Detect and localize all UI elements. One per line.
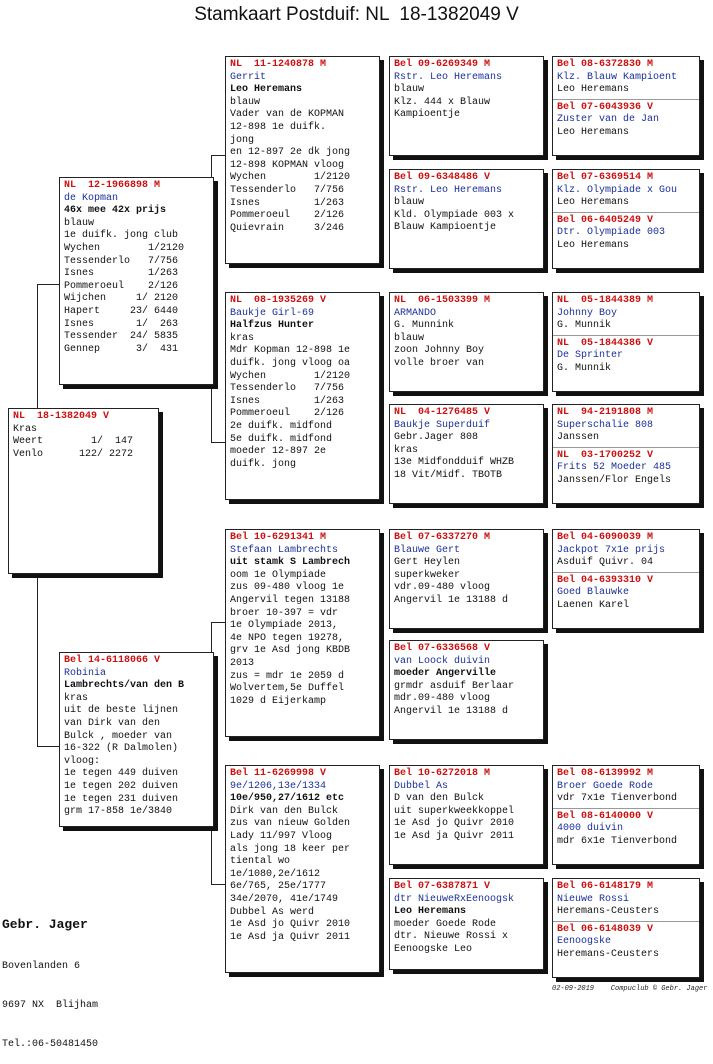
g5-bottom-line: Laenen Karel [557, 599, 630, 611]
ff-name: Gerrit [230, 71, 267, 83]
g7-card [552, 765, 700, 865]
mff-line: Angervil 1e 13188 d [394, 594, 509, 606]
father-line: Hapert 23/ 6440 [64, 305, 179, 317]
ff-line: en 12-897 2e dk jong [230, 147, 351, 159]
subject-line: Kras [13, 423, 38, 435]
g8-top-line: Heremans-Ceusters [557, 906, 660, 918]
mf-line: 2013 [230, 657, 255, 669]
g4-top-name: Superschalie 808 [557, 419, 654, 431]
connector-line [211, 884, 225, 885]
mother-line: vloog: [64, 755, 101, 767]
g3-top-ring: NL 05-1844389 M [557, 295, 654, 306]
g4-bottom-line: Janssen/Flor Engels [557, 474, 672, 486]
connector-line [37, 284, 61, 285]
mmm-line: Leo Heremans [394, 906, 467, 918]
mff-ring: Bel 07-6337270 M [394, 532, 491, 543]
breeder-address: Bovenlanden 6 [2, 961, 81, 972]
fmf-line: zoon Johnny Boy [394, 345, 485, 357]
g4-top-line: Janssen [557, 432, 600, 444]
fmf-name: ARMANDO [394, 307, 437, 319]
g2-card [552, 169, 700, 269]
fmm-line: 18 Vit/Midf. TBOTB [394, 469, 503, 481]
father-line: Isnes 1/ 263 [64, 318, 179, 330]
connector-line [211, 155, 225, 156]
father-line: blauw [64, 217, 95, 229]
father-line: 1e duifk. jong club [64, 230, 179, 242]
mf-line: Angervil tegen 13188 [230, 594, 351, 606]
mm-line: 1e Asd jo Quivr 2010 [230, 919, 351, 931]
mother-line: kras [64, 692, 89, 704]
fm-name: Baukje Girl-69 [230, 307, 315, 319]
g5-top-name: Jackpot 7x1e prijs [557, 544, 666, 556]
mfm-line: mdr.09-480 vloog [394, 693, 491, 705]
fmf-line: G. Munnink [394, 320, 455, 332]
g7-bottom-line: mdr 6x1e Tienverbond [557, 835, 678, 847]
mmm-line: dtr. Nieuwe Rossi x [394, 931, 509, 943]
father-name: de Kopman [64, 192, 119, 204]
ff-line: Pommeroeul 2/126 [230, 210, 345, 222]
father-card [59, 177, 214, 385]
ff-line: 12-898 KOPMAN vloog [230, 159, 345, 171]
g1-top-line: Leo Heremans [557, 84, 630, 96]
g2-top-ring: Bel 07-6369514 M [557, 172, 654, 183]
mmm-line: Eenoogske Leo [394, 943, 473, 955]
father-line: Gennep 3/ 431 [64, 343, 179, 355]
g5-bottom-ring: Bel 04-6393310 V [557, 574, 654, 586]
ff-line: Tessenderlo 7/756 [230, 184, 345, 196]
g2-bottom-line: Leo Heremans [557, 239, 630, 251]
mother-line: uit de beste lijnen [64, 705, 179, 717]
mother-line: grm 17-858 1e/3840 [64, 806, 173, 818]
mf-line: Wolvertem,5e Duffel [230, 683, 345, 695]
fm-line: Wychen 1/2120 [230, 370, 351, 382]
g3-bottom-ring: NL 05-1844386 V [557, 337, 654, 349]
ff-line: Quievrain 3/246 [230, 222, 345, 234]
ffm-line: blauw [394, 197, 425, 209]
ff-ring: NL 11-1240878 M [230, 59, 327, 70]
mother-name: Robinia [64, 667, 107, 679]
breeder-name: Gebr. Jager [2, 917, 88, 932]
g2-bottom-ring: Bel 06-6405249 V [557, 214, 654, 226]
ffm-line: Blauw Kampioentje [394, 222, 497, 234]
fm-ring: NL 08-1935269 V [230, 295, 327, 306]
mmf-name: Dubbel As [394, 780, 449, 792]
mm-card [225, 765, 380, 973]
g7-top-line: vdr 7x1e Tienverbond [557, 793, 678, 805]
mf-line: broer 10-397 = vdr [230, 607, 339, 619]
g2-top-line: Leo Heremans [557, 197, 630, 209]
fff-name: Rstr. Leo Heremans [394, 71, 503, 83]
ff-line: Leo Heremans [230, 84, 303, 96]
fmf-line: volle broer van [394, 357, 485, 369]
mf-ring: Bel 10-6291341 M [230, 532, 327, 543]
g4-card [552, 404, 700, 504]
mmf-card [389, 765, 544, 865]
father-line: Wychen 1/2120 [64, 242, 185, 254]
mf-line: 1029 d Eijerkamp [230, 695, 327, 707]
fm-card [225, 292, 380, 500]
mfm-line: Angervil 1e 13188 d [394, 705, 509, 717]
mm-line: Lady 11/997 Vloog [230, 830, 333, 842]
ff-line: blauw [230, 96, 261, 108]
mf-line: uit stamk S Lambrech [230, 557, 351, 569]
subject-line: Weert 1/ 147 [13, 436, 134, 448]
mff-line: vdr.09-480 vloog [394, 582, 491, 594]
fm-line: moeder 12-897 2e [230, 446, 327, 458]
fff-ring: Bel 09-6269349 M [394, 59, 491, 70]
g1-top-ring: Bel 08-6372830 M [557, 59, 654, 70]
g7-bottom-name: 4000 duivin [557, 823, 624, 835]
mmm-card [389, 878, 544, 970]
fmf-ring: NL 06-1503399 M [394, 295, 491, 306]
mm-line: 1e Asd ja Quivr 2011 [230, 931, 351, 943]
ff-line: 12-898 1e duifk. [230, 121, 327, 133]
g2-top-name: Klz. Olympiade x Gou [557, 184, 678, 196]
g1-bottom-name: Zuster van de Jan [557, 114, 660, 126]
ff-line: jong [230, 134, 255, 146]
fm-line: Mdr Kopman 12-898 1e [230, 345, 351, 357]
mmf-line: 1e Asd ja Quivr 2011 [394, 830, 515, 842]
father-line: 46x mee 42x prijs [64, 205, 167, 217]
mff-name: Blauwe Gert [394, 544, 461, 556]
ff-line: Wychen 1/2120 [230, 172, 351, 184]
g3-top-line: G. Munnik [557, 320, 612, 332]
fm-line: Tessenderlo 7/756 [230, 383, 345, 395]
g5-card [552, 529, 700, 629]
mm-name: 9e/1206,13e/1334 [230, 780, 327, 792]
g7-top-name: Broer Goede Rode [557, 780, 654, 792]
fmf-line: blauw [394, 332, 425, 344]
fff-card [389, 56, 544, 156]
mm-line: 6e/765, 25e/1777 [230, 881, 327, 893]
father-line: Tessenderlo 7/756 [64, 255, 179, 267]
mother-line: 1e tegen 202 duiven [64, 780, 179, 792]
mmf-line: uit superkweekkoppel [394, 805, 515, 817]
mm-line: als jong 18 keer per [230, 843, 351, 855]
subject-card [8, 408, 159, 574]
mother-card [59, 652, 214, 827]
mother-line: Lambrechts/van den B [64, 680, 185, 692]
g7-top-ring: Bel 08-6139992 M [557, 768, 654, 779]
fm-line: 5e duifk. midfond [230, 433, 333, 445]
father-ring: NL 12-1966898 M [64, 180, 161, 191]
mf-line: zus 09-480 vloog 1e [230, 582, 345, 594]
g4-bottom-ring: NL 03-1700252 V [557, 449, 654, 461]
mother-line: 1e tegen 449 duiven [64, 768, 179, 780]
mf-line: 1e Olympiade 2013, [230, 620, 339, 632]
fm-line: 2e duifk. midfond [230, 420, 333, 432]
mf-line: oom 1e Olympiade [230, 569, 327, 581]
breeder-info [2, 890, 98, 1064]
fm-line: Isnes 1/263 [230, 395, 345, 407]
fm-line: duifk. jong vloog oa [230, 357, 351, 369]
mff-line: Gert Heylen [394, 557, 461, 569]
g1-bottom-ring: Bel 07-6043936 V [557, 101, 654, 113]
mfm-ring: Bel 07-6336568 V [394, 643, 491, 654]
mmf-line: D van den Bulck [394, 793, 485, 805]
g8-card [552, 878, 700, 978]
mf-card [225, 529, 380, 737]
fff-line: Klz. 444 x Blauw [394, 96, 491, 108]
g5-top-line: Asduif Quivr. 04 [557, 557, 654, 569]
ffm-line: Kld. Olympiade 003 x [394, 209, 515, 221]
fm-line: kras [230, 332, 255, 344]
g5-bottom-name: Goed Blauwke [557, 587, 630, 599]
g5-top-ring: Bel 04-6090039 M [557, 532, 654, 543]
mother-line: van Dirk van den [64, 717, 161, 729]
connector-line [37, 746, 61, 747]
fff-line: Kampioentje [394, 109, 461, 121]
mf-name: Stefaan Lambrechts [230, 544, 339, 556]
fm-line: Halfzus Hunter [230, 320, 315, 332]
g8-bottom-name: Eenoogske [557, 936, 612, 948]
mother-ring: Bel 14-6118066 V [64, 655, 161, 666]
ffm-card [389, 169, 544, 269]
fmm-line: 13e Midfondduif WHZB [394, 457, 515, 469]
fmm-card [389, 404, 544, 504]
g8-bottom-ring: Bel 06-6148039 V [557, 923, 654, 935]
subject-line: Venlo 122/ 2272 [13, 448, 134, 460]
mfm-name: van Loock duivin [394, 655, 491, 667]
ff-card [225, 56, 380, 264]
mf-line: zus = mdr 1e 2059 d [230, 670, 345, 682]
g3-bottom-line: G. Munnik [557, 362, 612, 374]
ffm-ring: Bel 09-6348486 V [394, 172, 491, 183]
mother-line: 1e tegen 231 duiven [64, 793, 179, 805]
subject-ring: NL 18-1382049 V [13, 411, 110, 422]
mm-line: Dirk van den Bulck [230, 805, 339, 817]
g1-top-name: Klz. Blauw Kampioent [557, 71, 678, 83]
mmf-line: 1e Asd jo Quivr 2010 [394, 818, 515, 830]
father-line: Pommeroeul 2/126 [64, 280, 179, 292]
mmm-name: dtr NieuweRxEenoogsk [394, 893, 515, 905]
g2-bottom-name: Dtr. Olympiade 003 [557, 227, 666, 239]
fmm-ring: NL 04-1276485 V [394, 407, 491, 418]
g1-card [552, 56, 700, 156]
mfm-card [389, 640, 544, 740]
connector-line [211, 442, 225, 443]
mm-line: tiental wo [230, 856, 291, 868]
breeder-city: 9697 NX Blijham [2, 1000, 99, 1011]
g8-top-ring: Bel 06-6148179 M [557, 881, 654, 892]
mm-line: 1e/1080,2e/1612 [230, 868, 321, 880]
mm-line: 10e/950,27/1612 etc [230, 793, 345, 805]
connector-line [211, 622, 225, 623]
g1-bottom-line: Leo Heremans [557, 126, 630, 138]
mmf-ring: Bel 10-6272018 M [394, 768, 491, 779]
fmm-name: Baukje Superduif [394, 419, 491, 431]
mf-line: 4e NPO tegen 19278, [230, 632, 345, 644]
g4-top-ring: NL 94-2191808 M [557, 407, 654, 418]
fmm-line: Gebr.Jager 808 [394, 432, 479, 444]
mother-line: 16-322 (R Dalmolen) [64, 743, 179, 755]
fm-line: Pommeroeul 2/126 [230, 408, 345, 420]
mmm-line: moeder Goede Rode [394, 918, 497, 930]
mff-line: superkweker [394, 569, 461, 581]
ff-line: Isnes 1/263 [230, 197, 345, 209]
mmm-ring: Bel 07-6387871 V [394, 881, 491, 892]
father-line: Isnes 1/263 [64, 268, 179, 280]
mm-line: 34e/2070, 41e/1749 [230, 893, 339, 905]
mff-card [389, 529, 544, 629]
g7-bottom-ring: Bel 08-6140000 V [557, 810, 654, 822]
fff-line: blauw [394, 84, 425, 96]
ffm-name: Rstr. Leo Heremans [394, 184, 503, 196]
g3-bottom-name: De Sprinter [557, 350, 624, 362]
mm-ring: Bel 11-6269998 V [230, 768, 327, 779]
mm-line: zus van nieuw Golden [230, 818, 351, 830]
g3-card [552, 292, 700, 392]
g8-bottom-line: Heremans-Ceusters [557, 948, 660, 960]
fmf-card [389, 292, 544, 392]
mother-line: Bulck , moeder van [64, 730, 173, 742]
page-title: Stamkaart Postduif: NL 18-1382049 V [194, 4, 519, 25]
mfm-line: grmdr asduif Berlaar [394, 680, 515, 692]
footer: 02-09-2019 Compuclub © Gebr. Jager [552, 985, 708, 993]
mf-line: grv 1e Asd jong KBDB [230, 645, 351, 657]
father-line: Wijchen 1/ 2120 [64, 293, 179, 305]
mfm-line: moeder Angerville [394, 668, 497, 680]
fm-line: duifk. jong [230, 458, 297, 470]
breeder-phone: Tel.:06-50481450 [2, 1039, 99, 1050]
g4-bottom-name: Frits 52 Moeder 485 [557, 462, 672, 474]
ff-line: Vader van de KOPMAN [230, 109, 345, 121]
father-line: Tessender 24/ 5835 [64, 331, 179, 343]
fmm-line: kras [394, 444, 419, 456]
g3-top-name: Johnny Boy [557, 307, 618, 319]
mm-line: Dubbel As werd [230, 906, 315, 918]
g8-top-name: Nieuwe Rossi [557, 893, 630, 905]
